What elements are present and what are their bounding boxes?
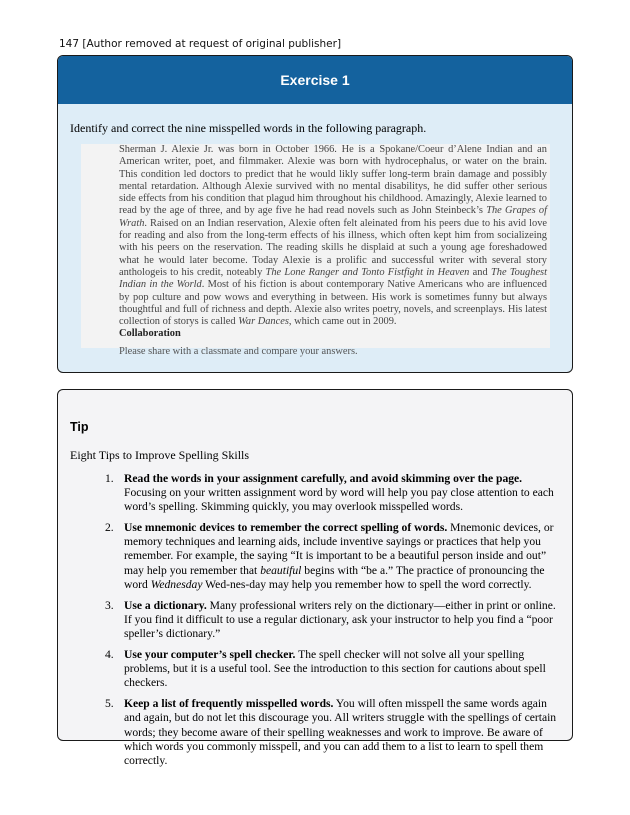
exercise-paragraph — [119, 144, 547, 328]
tip-item — [98, 599, 558, 641]
tip-box — [57, 389, 573, 767]
tip-text: Focusing on your written assignment word by word will help you pay close attention to each word’s spelling. Skimming quickly, you may overlook misspelled words. — [124, 486, 554, 514]
book-title-grapes-of-wrath: The Grapes of Wrath — [119, 205, 547, 229]
tip-item — [98, 648, 558, 690]
tip-heading: Use a dictionary. — [124, 598, 207, 612]
tip-heading: Use mnemonic devices to remember the correct spelling of words. — [124, 521, 448, 535]
tip-item — [98, 472, 558, 514]
tip-number: 5. — [105, 697, 114, 711]
paragraph-text-5: , which came out in 2009. — [288, 316, 397, 328]
tip-item — [98, 521, 558, 591]
tip-heading: Keep a list of frequently misspelled words. — [124, 697, 334, 711]
tip-subtitle: Eight Tips to Improve Spelling Skills — [70, 448, 250, 462]
book-title-lone-ranger: The Lone Ranger and Tonto Fistfight in Heaven — [265, 266, 470, 278]
tip-number: 4. — [105, 648, 114, 662]
paragraph-text-4: . Most of his fiction is about contemporary Native Americans who are influenced by pop culture and pow wows and everything in between. His work is sometimes funny but always thoughtful and full of richness and depth. Alexie also writes poetry, novels, and screenplays. His latest collection of storys is called — [119, 279, 547, 328]
exercise-box — [57, 55, 573, 373]
exercise-header — [58, 56, 572, 104]
exercise-title: Exercise 1 — [280, 72, 350, 88]
tip-italic-wednesday: Wednesday — [150, 577, 203, 591]
tips-list — [98, 472, 558, 775]
tip-text: begins with “be a.” The practice of pronouncing the word — [124, 563, 545, 591]
running-head: 147 [Author removed at request of original publisher] — [59, 38, 342, 50]
paragraph-text-1: Sherman J. Alexie Jr. was born in October 1966. He is a Spokane/Coeur d’Alene Indian and an American writer, poet, and filmmaker. Alexie was born with hydrocephalus, or water on the brain. This condition led doctors to predict that he would likly suffer long-term brain damage and possibly mental retardation. Although Alexie survived with no mental disabilitys, he did suffer other serious side effects from his condition that plagud him throughout his childhood. Amazingly, Alexie learned to read by the age of three, and by age five he had read novels such as John Steinbeck’s — [119, 144, 547, 217]
tip-item — [98, 697, 558, 767]
tip-heading: Read the words in your assignment carefully, and avoid skimming over the page. — [124, 472, 523, 485]
exercise-instruction: Identify and correct the nine misspelled words in the following paragraph. — [70, 121, 427, 135]
tip-heading: Use your computer’s spell checker. — [124, 648, 296, 662]
tip-text: You will often misspell the same words again and again, but do not let this discourage you. All writers struggle with the spellings of certain words; they become aware of their spelling weaknesses and work to improve. Be aware of which words you commonly misspell, and you can add them to a list to learn to spell them correctly. — [124, 697, 557, 767]
book-title-toughest-indian: The Toughest Indian in the World — [119, 266, 547, 291]
tip-text: Mnemonic devices, or memory techniques and learning aids, include inventive sayings or practices that help you remember. For example, the saying “It is important to be a beautiful person inside and out” may help you remember that — [124, 521, 554, 577]
tip-title: Tip — [70, 420, 89, 434]
paragraph-box — [81, 144, 550, 357]
tip-text: The spell checker will not solve all your spelling problems, but it is a useful tool. See the introduction to this section for cautions about spell checkers. — [124, 648, 546, 690]
tip-number: 2. — [105, 521, 114, 535]
tip-text: Wed-nes-day may help you remember how to spell the word correctly. — [202, 577, 532, 591]
tip-number: 3. — [105, 598, 114, 612]
paragraph-text-3: and — [469, 266, 491, 278]
tip-text: Many professional writers rely on the dictionary—either in print or online. If you find it difficult to use a regular dictionary, ask your instructor to help you find a “poor speller’s dictionary.” — [124, 598, 556, 640]
collaboration-text: Please share with a classmate and compare your answers. — [119, 345, 358, 357]
tip-number: 1. — [105, 472, 114, 485]
paragraph-text-2: . Raised on an Indian reservation, Alexie often felt aleinated from his peers due to his avid love for reading and also from the long-term effects of his illness, which often kept him from socializeing with his peers on the reservation. The reading skills he displaid at such a young age foreshadowed what he would later become. Today Alexie is a prolific and successful writer with several story anthologeis to his credit, noteably — [119, 217, 547, 278]
tip-italic-beautiful: beautiful — [260, 563, 302, 577]
collaboration-title: Collaboration — [119, 328, 181, 340]
book-title-war-dances: War Dances — [238, 316, 289, 328]
